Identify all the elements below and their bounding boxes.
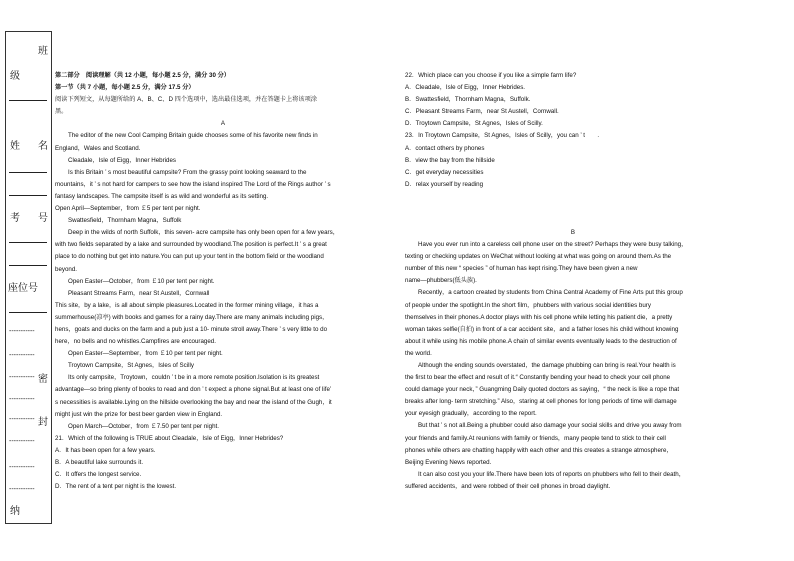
passage-line: Recently，a cartoon created by students from China Central Academy of Fine Arts put this group <box>418 289 683 297</box>
passage-line: Deep in the wilds of north Suffolk，this seven- acre campsite has only been open for a few years， <box>68 229 339 237</box>
passage-line: Its only campsite，Troytown，couldn ’ t be in a more remote position.Isolation is its greatest <box>68 374 320 382</box>
option-d: D．The rent of a tent per night is the lowest. <box>55 483 177 491</box>
cut-line-6: ----------- <box>9 438 35 445</box>
passage-line: It can also cost you your life.There have been lots of reports on phubbers who fell to their death， <box>418 470 685 478</box>
instructions-2: 黑。 <box>55 108 68 116</box>
passage-line: mountains，it ’ s not hard for campers to see how the island inspired The Lord of the Rings author ’ s <box>55 180 331 188</box>
passage-line: England，Wales and Scotland. <box>55 144 141 152</box>
exam-line-2 <box>9 265 47 266</box>
campsite-heading: Swattesfield，Thornham Magna，Suffolk <box>68 217 182 225</box>
passage-line: number of this new “ species ” of human has kept rising.They have been given a new <box>405 265 638 273</box>
option-a: A．It has been open for a few years. <box>55 446 156 454</box>
question-22: 22．Which place can you choose if you like a simple farm life? <box>405 72 577 79</box>
seat-label: 座位号 <box>8 283 38 294</box>
passage-line: fantasy landscapes. The campsite itself is as wild and wonderful as its setting. <box>55 192 269 200</box>
passage-line: with two fields separated by a lake and surrounded by woodland.The position is perfect.It ’ s a great <box>55 241 327 249</box>
seal-label-feng: 封 <box>38 417 48 428</box>
passage-line: Open April—September，from ￡5 per tent per night. <box>55 205 201 213</box>
passage-line: This site，by a lake，is all about simple pleasures.Located in the former mining village，it has a <box>55 301 319 309</box>
passage-line: Have you ever run into a careless cell phone user on the street? Perhaps they were busy talking， <box>418 241 688 249</box>
name-label-2: 名 <box>38 141 48 152</box>
passage-line: the first to bear the effect and result of it.“ Constantly bending your head to check your cell phone <box>405 374 671 382</box>
passage-line: advantage—so bring plenty of books to read and don ’ t expect a phone signal.But at least one of life’ <box>55 386 332 394</box>
passage-line: phones while others are chatting happily with each other and this creates a strange atmosphere， <box>405 446 673 454</box>
section-header: 第二部分 阅读理解（共 12 小题，每小题 2.5 分，满分 30 分） <box>55 72 230 79</box>
passage-line: could damage your neck，” Guangming Daily quoted doctors as saying，“ the neck is like a rope that <box>405 386 680 394</box>
seal-label-na: 纳 <box>10 506 20 517</box>
option-d: D．Troytown Campsite，St Agnes，Isles of Scilly. <box>405 120 543 128</box>
passage-line: your friends and family.At reunions with family or friends，many people tend to stick to their cell <box>405 434 666 442</box>
passage-line: about it while using his mobile phone.A chain of similar events eventually leads to the destruction of <box>405 337 677 345</box>
option-d: D．relax yourself by reading <box>405 180 484 188</box>
question-23: 23．In Troytown Campsite，St Agnes，Isles of Scilly，you can ’ t . <box>405 132 600 140</box>
right-column <box>405 70 741 493</box>
question-21: 21．Which of the following is TRUE about Cleadale，Isle of Eigg，Inner Hebrides? <box>55 434 284 442</box>
cut-line-5: ----------- <box>9 416 35 423</box>
passage-line: But that ’ s not all.Being a phubber could also damage your social skills and drive you away from <box>418 422 682 430</box>
name-label: 姓 <box>10 141 20 152</box>
passage-line: Open Easter—September，from ￡10 per tent per night. <box>68 350 223 358</box>
passage-line: your eyesigh gradually，according to the report. <box>405 410 537 418</box>
passage-line: of people under the spotlight.In the short film，phubbers with various social identities bury <box>405 301 651 309</box>
passage-line: the world. <box>405 349 432 357</box>
cut-line-3: ----------- <box>9 374 35 381</box>
exam-label: 考 <box>10 213 20 224</box>
left-column <box>55 70 391 493</box>
option-b: B．Swattesfield，Thornham Magna，Suffolk. <box>405 96 531 104</box>
binding-strip <box>5 31 52 524</box>
option-b: B．view the bay from the hillside <box>405 156 495 164</box>
passage-line: s necessities is available.Lying on the hillside overlooking the bay and near the island of the Gugh，it <box>55 398 332 406</box>
passage-line: here，no bells and no whistles.Campfires are encouraged. <box>55 338 216 346</box>
exam-label-2: 号 <box>38 213 48 224</box>
passage-line: themselves in their phones.A doctor plays with his cell phone while letting his patient die，a pretty <box>405 313 673 321</box>
option-c: C．get everyday necessities <box>405 168 484 176</box>
option-c: C．It offers the longest service. <box>55 471 142 479</box>
cut-line-4: ----------- <box>9 396 35 403</box>
seat-line <box>9 312 47 313</box>
passage-line: suffered accidents，and were robbed of their cell phones in broad daylight. <box>405 482 611 490</box>
option-a: A．contact others by phones <box>405 144 485 152</box>
instructions: 阅读下列短文，从每题所给的 A、B、C、D 四个选项中，选出最佳选项，并在答题卡上将该项涂 <box>55 96 317 104</box>
passage-line: Is this Britain ’ s most beautiful campsite? From the grassy point looking seaward to the <box>68 168 307 176</box>
campsite-heading: Pleasant Streams Farm，near St Austell，Cornwall <box>68 289 210 297</box>
passage-line: name—phubbers(低头族). <box>405 277 477 285</box>
passage-line: hens，goats and ducks on the farm and a pub just a 10- minute stroll away.There ’ s very little to do <box>55 325 328 333</box>
spacer <box>405 191 741 227</box>
campsite-heading: Cleadale，Isle of Eigg，Inner Hebrides <box>68 156 176 164</box>
name-line <box>9 172 47 173</box>
class-line <box>9 100 47 101</box>
passage-line: might just win the prize for best beer garden view in England. <box>55 410 223 418</box>
seal-label-mi: 密 <box>38 374 48 385</box>
cut-line-1: ----------- <box>9 328 35 335</box>
passage-line: texting or checking updates on WeChat without looking at what was going on around them.As the <box>405 253 672 261</box>
exam-line <box>9 242 47 243</box>
passage-line: Open Easter—October，from ￡10 per tent per night. <box>68 277 215 285</box>
passage-line: Beijing Evening News reported. <box>405 458 492 466</box>
passage-b-label: B <box>570 228 576 236</box>
passage-line: The editor of the new Cool Camping Britain guide chooses some of his favorite new finds in <box>68 132 318 140</box>
option-a: A．Cleadale，Isle of Eigg，Inner Hebrides. <box>405 84 526 92</box>
cut-line-7: ----------- <box>9 464 35 471</box>
passage-line: Open March—October，from ￡7.50 per tent per night. <box>68 422 219 430</box>
passage-line: place to do nothing but get into nature.You can put up your tent in the bottom field or the woodland <box>55 253 324 261</box>
class-label: 班 <box>38 46 48 57</box>
passage-line: beyond. <box>55 265 78 273</box>
passage-a-label: A <box>220 120 226 128</box>
passage-line: woman takes selfie(自拍) in front of a car accident site，and a father loses his child without knowing <box>405 325 679 333</box>
cut-line-8: ----------- <box>9 486 35 493</box>
passage-line: breaks after long- term stretching.” Also，staring at cell phones for long periods of time will damage <box>405 398 677 406</box>
class-label-2: 级 <box>10 71 20 82</box>
passage-line: Although the ending sounds overstated，the damage phubbing can bring is real.Your health is <box>418 361 676 369</box>
subsection-header: 第一节（共 7 小题，每小题 2.5 分，满分 17.5 分） <box>55 84 195 92</box>
passage-line: summerhouse(凉亭) with books and games for a rainy day.There are many animals including pigs， <box>55 313 329 321</box>
name-line-2 <box>9 195 47 196</box>
option-b: B．A beautiful lake surrounds it. <box>55 459 144 466</box>
cut-line-2: ----------- <box>9 352 35 359</box>
campsite-heading: Troytown Campsite，St Agnes，Isles of Scilly <box>68 362 194 370</box>
option-c: C．Pleasant Streams Farm，near St Austell，Cornwall. <box>405 108 559 116</box>
